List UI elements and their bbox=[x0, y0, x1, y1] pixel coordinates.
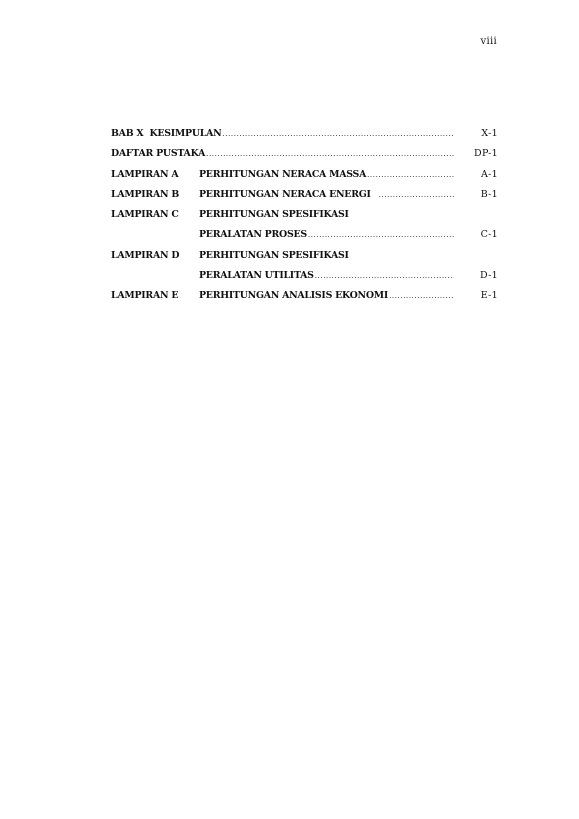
toc-entry-lampiran-d-continued[interactable] bbox=[111, 270, 498, 290]
toc-entry-label bbox=[111, 229, 307, 240]
toc-entry-label bbox=[111, 128, 221, 139]
toc-entry-title: DAFTAR PUSTAKA bbox=[111, 148, 206, 160]
toc-entry-lampiran-e[interactable] bbox=[111, 290, 498, 310]
toc-entry-title: PERHITUNGAN NERACA MASSA bbox=[199, 168, 367, 180]
table-of-contents bbox=[111, 128, 498, 311]
toc-entry-page: X-1 bbox=[481, 128, 498, 139]
dot-leader bbox=[367, 171, 454, 179]
toc-entry-prefix: LAMPIRAN D bbox=[111, 249, 180, 261]
dot-leader bbox=[206, 150, 454, 158]
toc-entry-page: B-1 bbox=[480, 188, 498, 200]
toc-entry-prefix: LAMPIRAN A bbox=[111, 168, 179, 180]
dot-leader bbox=[222, 130, 454, 138]
toc-entry-lampiran-d[interactable] bbox=[111, 250, 498, 270]
toc-entry-page: DP-1 bbox=[474, 148, 498, 160]
toc-entry-label bbox=[111, 209, 349, 220]
toc-entry-page: D-1 bbox=[480, 270, 498, 282]
dot-leader bbox=[379, 191, 454, 199]
toc-entry-lampiran-a[interactable] bbox=[111, 169, 498, 189]
toc-entry-page: A-1 bbox=[480, 168, 498, 180]
page-number: viii bbox=[480, 36, 497, 47]
toc-entry-label bbox=[111, 250, 349, 261]
toc-entry-label bbox=[111, 290, 388, 301]
toc-entry-page: C-1 bbox=[480, 229, 498, 241]
toc-entry-label bbox=[111, 148, 205, 159]
toc-entry-label bbox=[111, 189, 371, 200]
dot-leader bbox=[389, 292, 454, 300]
toc-entry-prefix: LAMPIRAN B bbox=[111, 188, 180, 200]
toc-entry-lampiran-c-continued[interactable] bbox=[111, 229, 498, 249]
toc-entry-title: KESIMPULAN bbox=[149, 128, 222, 139]
toc-entry-daftar-pustaka[interactable] bbox=[111, 148, 498, 168]
toc-entry-title: PERHITUNGAN ANALISIS EKONOMI bbox=[199, 290, 389, 302]
toc-entry-prefix: LAMPIRAN E bbox=[111, 290, 179, 302]
dot-leader bbox=[315, 272, 454, 280]
toc-entry-prefix: BAB X bbox=[111, 128, 144, 139]
toc-entry-title: PERHITUNGAN SPESIFIKASI bbox=[199, 209, 349, 221]
toc-entry-label bbox=[111, 270, 314, 281]
toc-entry-bab-x[interactable] bbox=[111, 128, 498, 148]
toc-entry-page: E-1 bbox=[480, 290, 498, 302]
toc-entry-title: PERALATAN PROSES bbox=[199, 229, 307, 241]
toc-entry-title: PERHITUNGAN SPESIFIKASI bbox=[199, 249, 349, 261]
toc-entry-label bbox=[111, 169, 366, 180]
toc-entry-title: PERHITUNGAN NERACA ENERGI bbox=[199, 188, 371, 200]
toc-entry-lampiran-b[interactable] bbox=[111, 189, 498, 209]
toc-entry-prefix: LAMPIRAN C bbox=[111, 209, 179, 221]
toc-entry-lampiran-c[interactable] bbox=[111, 209, 498, 229]
toc-entry-title: PERALATAN UTILITAS bbox=[199, 270, 314, 282]
dot-leader bbox=[308, 231, 454, 239]
